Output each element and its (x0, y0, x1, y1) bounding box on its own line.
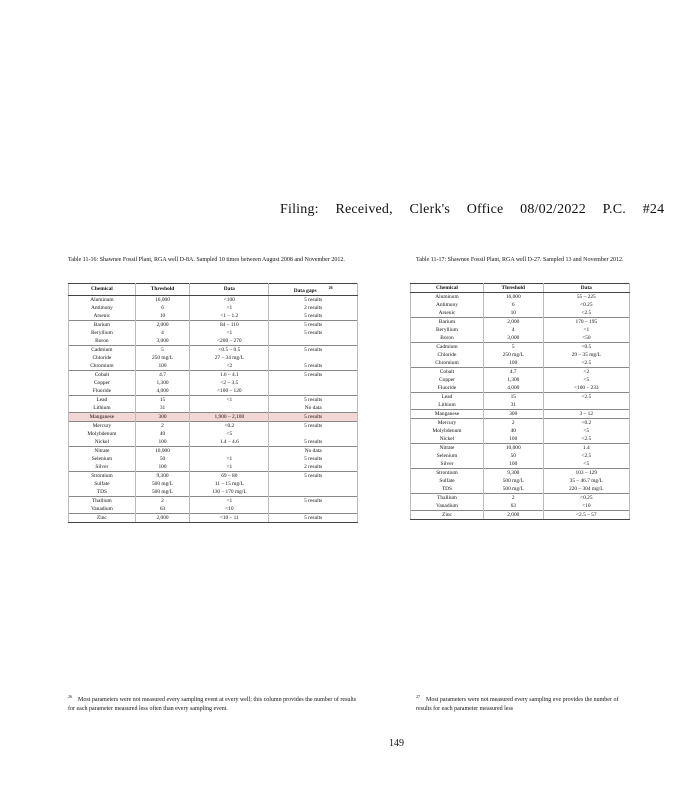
table-cell (269, 337, 358, 346)
table-cell: 5 results (269, 312, 358, 321)
table-cell: 500 mg/L (135, 488, 190, 497)
table-cell: 500 mg/L (135, 480, 190, 488)
header-part: Office (466, 202, 504, 217)
table-cell: 300 (483, 410, 543, 419)
table-cell: 4 (483, 326, 543, 334)
table-cell: Cadmium (69, 345, 136, 354)
table-cell (269, 387, 358, 396)
table-row (69, 513, 358, 522)
table-row (69, 412, 358, 421)
table-cell: 5 results (269, 412, 358, 421)
table-cell: <5 (190, 430, 269, 438)
table-row (411, 334, 630, 343)
table-cell: 1,300 (135, 379, 190, 387)
table-cell: 5 results (269, 438, 358, 447)
table-cell: 2,000 (135, 320, 190, 329)
table-cell: Nitrate (69, 446, 136, 455)
table-cell: 300 (135, 412, 190, 421)
table-cell: <2 (190, 362, 269, 371)
table-cell: Lead (411, 393, 484, 402)
table-cell: Cadmium (411, 343, 484, 352)
table-row (69, 304, 358, 312)
table-cell: Thallium (69, 496, 136, 505)
table-cell: 63 (483, 502, 543, 511)
table-cell: <0.2 (543, 419, 629, 428)
column-header: Data (543, 284, 629, 293)
table-cell: 1.4 (543, 444, 629, 453)
table-cell: Strontium (411, 469, 484, 478)
page-number: 149 (389, 738, 404, 749)
table-row (69, 446, 358, 455)
table-cell: Vanadium (69, 505, 136, 514)
table-cell: Zinc (69, 513, 136, 522)
table-row (69, 395, 358, 404)
table-cell: <10 (190, 505, 269, 514)
table-row (411, 318, 630, 327)
table-cell: 250 mg/L (483, 351, 543, 359)
table-cell: Barium (69, 320, 136, 329)
table-cell: 2,000 (483, 511, 543, 520)
footnote-right (416, 692, 626, 714)
table-row (411, 309, 630, 318)
table-cell: Nitrate (411, 444, 484, 453)
table-cell: Copper (69, 379, 136, 387)
table-cell: No data (269, 446, 358, 455)
table-row (411, 427, 630, 435)
table-row (411, 419, 630, 428)
table-row (69, 379, 358, 387)
table-cell: 2 (135, 421, 190, 430)
table-caption-left: Table 11-16: Shawnee Fossil Plant, RGA well D-8A. Sampled 10 times between August 2008 and November 2012. (68, 257, 345, 263)
table-cell: 5 (483, 343, 543, 352)
table-cell: 31 (135, 404, 190, 413)
table-cell: 10 (483, 309, 543, 318)
table-cell: Silver (69, 463, 136, 472)
table-cell: <1 (190, 496, 269, 505)
table-cell: 29 – 35 mg/L (543, 351, 629, 359)
table-row (69, 455, 358, 463)
table-cell (269, 480, 358, 488)
column-header: Data (190, 284, 269, 296)
table-cell: 4.7 (135, 370, 190, 379)
table-row (69, 438, 358, 447)
table-cell: 4,000 (135, 387, 190, 396)
table-cell: 103 – 129 (543, 469, 629, 478)
table-cell (269, 488, 358, 497)
table-cell (190, 446, 269, 455)
table-row (69, 362, 358, 371)
table-cell: 40 (483, 427, 543, 435)
table-cell: 15 (135, 395, 190, 404)
table-cell: <1 (190, 455, 269, 463)
table-cell (543, 401, 629, 410)
table-cell: <2.5 (543, 452, 629, 460)
table-cell: Chromium (411, 359, 484, 368)
table-cell: Mercury (69, 421, 136, 430)
table-cell: 40 (135, 430, 190, 438)
table-row (69, 312, 358, 321)
table-cell: 5 results (269, 455, 358, 463)
table-cell: 1,300 (483, 376, 543, 384)
table-row (69, 329, 358, 337)
table-cell: 5 results (269, 370, 358, 379)
table-cell: Thallium (411, 494, 484, 503)
table-cell: <100 – 120 (190, 387, 269, 396)
table-cell: 1.6 – 4.1 (190, 370, 269, 379)
table-cell: Sulfate (411, 477, 484, 485)
table-row (411, 368, 630, 377)
table-cell: TDS (411, 485, 484, 494)
table-cell: 55 – 225 (543, 293, 629, 302)
table-row (411, 460, 630, 469)
column-header: Threshold (483, 284, 543, 293)
table-header-row (69, 284, 358, 296)
table-cell: 5 (135, 345, 190, 354)
table-cell: Mercury (411, 419, 484, 428)
table-row (69, 345, 358, 354)
table-cell: Molybdenum (411, 427, 484, 435)
table-cell: <1 (543, 326, 629, 334)
table-cell: <1 (190, 395, 269, 404)
table-cell: 4,000 (483, 384, 543, 393)
table-row (411, 343, 630, 352)
table-cell: 16,000 (483, 293, 543, 302)
table-cell: <10 – 11 (190, 513, 269, 522)
table-cell: <200 – 270 (190, 337, 269, 346)
table-row (69, 370, 358, 379)
table-row (411, 410, 630, 419)
data-table-left (68, 283, 358, 523)
table-cell: <0.25 (543, 494, 629, 503)
footnote-text: Most parameters were not measured every sampling eve provides the number of results for each parameter measured less (416, 697, 619, 712)
table-cell: <2 – 3.5 (190, 379, 269, 387)
table-cell: 2,000 (483, 318, 543, 327)
table-cell: 10 (135, 312, 190, 321)
column-header: Chemical (69, 284, 136, 296)
table-cell: Fluoride (69, 387, 136, 396)
table-row (69, 354, 358, 362)
header-part: Received, (335, 202, 393, 217)
table-cell: <1 (190, 304, 269, 312)
table-cell: Cobalt (69, 370, 136, 379)
table-cell: Lithium (411, 401, 484, 410)
table-cell: <0.2 (190, 421, 269, 430)
table-cell: 2 (483, 494, 543, 503)
table-cell: Aluminum (69, 295, 136, 304)
table-row (411, 435, 630, 444)
table-cell: Boron (69, 337, 136, 346)
table-row (411, 502, 630, 511)
table-cell: 9,300 (483, 469, 543, 478)
table-cell: 6 (483, 301, 543, 309)
header-part: #24 (642, 202, 665, 217)
table-cell: 100 (483, 435, 543, 444)
table-cell: 2 (483, 419, 543, 428)
table-cell: Copper (411, 376, 484, 384)
table-cell: Aluminum (411, 293, 484, 302)
table-cell: 3 – 12 (543, 410, 629, 419)
table-cell: Selenium (69, 455, 136, 463)
table-cell (269, 430, 358, 438)
table-cell: 84 – 110 (190, 320, 269, 329)
table-cell: <0.25 (543, 301, 629, 309)
table-row (411, 401, 630, 410)
table-row (69, 463, 358, 472)
table-row (411, 326, 630, 334)
table-cell: 220 – 304 mg/L (543, 485, 629, 494)
table-cell: 69 – 80 (190, 471, 269, 480)
table-cell (269, 505, 358, 514)
table-cell: 2 results (269, 463, 358, 472)
table-cell: 5 results (269, 513, 358, 522)
table-cell: 1,900 – 2,100 (190, 412, 269, 421)
table-cell: Vanadium (411, 502, 484, 511)
table-cell: 10,000 (483, 444, 543, 453)
table-cell: Nickel (69, 438, 136, 447)
table-cell: 50 (483, 452, 543, 460)
table-row (69, 337, 358, 346)
table-row (69, 480, 358, 488)
table-cell: <2.5 – 57 (543, 511, 629, 520)
table-cell: 5 results (269, 421, 358, 430)
table-cell: Molybdenum (69, 430, 136, 438)
table-row (411, 293, 630, 302)
table-cell: 100 (483, 359, 543, 368)
table-row (411, 477, 630, 485)
table-cell: Lead (69, 395, 136, 404)
table-cell: 100 (135, 463, 190, 472)
table-cell: 1.4 – 4.6 (190, 438, 269, 447)
table-row (411, 301, 630, 309)
header-part: P.C. (602, 202, 626, 217)
table-row (69, 488, 358, 497)
table-cell: Strontium (69, 471, 136, 480)
table-row (411, 351, 630, 359)
column-header: Threshold (135, 284, 190, 296)
table-cell: 3,000 (135, 337, 190, 346)
footnote-number: 27 (416, 694, 420, 699)
table-cell: 2 results (269, 304, 358, 312)
table-cell: 3,000 (483, 334, 543, 343)
table-cell: <2.5 (543, 309, 629, 318)
table-cell: 4 (135, 329, 190, 337)
table-cell: 63 (135, 505, 190, 514)
table-cell: <0.5 (543, 343, 629, 352)
table-row (411, 384, 630, 393)
table-cell: Chloride (69, 354, 136, 362)
table-cell: <100 – 233 (543, 384, 629, 393)
table-cell: <2.5 (543, 359, 629, 368)
table-cell: Nickel (411, 435, 484, 444)
table-cell: <10 (543, 502, 629, 511)
table-cell (190, 404, 269, 413)
table-row (69, 320, 358, 329)
table-cell: Selenium (411, 452, 484, 460)
table-cell: 11 – 15 mg/L (190, 480, 269, 488)
table-cell: 500 mg/L (483, 485, 543, 494)
table-cell: <1 (190, 329, 269, 337)
table-cell: Cobalt (411, 368, 484, 377)
table-row (411, 485, 630, 494)
table-row (411, 511, 630, 520)
table-cell: 5 results (269, 471, 358, 480)
table-cell: 16,000 (135, 295, 190, 304)
table-cell: Antimony (69, 304, 136, 312)
table-cell: Fluoride (411, 384, 484, 393)
table-row (411, 376, 630, 384)
table-cell: <2.5 (543, 435, 629, 444)
table-cell: Beryllium (411, 326, 484, 334)
header-part: Filing: (280, 202, 319, 217)
table-cell (269, 379, 358, 387)
table-cell: Silver (411, 460, 484, 469)
table-cell: Manganese (411, 410, 484, 419)
table-cell: 10,000 (135, 446, 190, 455)
table-cell: 9,300 (135, 471, 190, 480)
header-part: Clerk's (409, 202, 451, 217)
table-cell: Boron (411, 334, 484, 343)
table-row (411, 469, 630, 478)
table-cell: 2 (135, 496, 190, 505)
table-cell (269, 354, 358, 362)
table-header-row (411, 284, 630, 293)
table-cell: 5 results (269, 329, 358, 337)
footnote-number: 26 (68, 694, 72, 699)
table-cell: 5 results (269, 362, 358, 371)
table-cell: <5 (543, 427, 629, 435)
column-header (269, 284, 358, 296)
table-row (411, 393, 630, 402)
table-cell: Arsenic (411, 309, 484, 318)
table-cell: Manganese (69, 412, 136, 421)
table-cell: Barium (411, 318, 484, 327)
table-row (69, 471, 358, 480)
table-cell: 170 – 195 (543, 318, 629, 327)
table-cell: 2,000 (135, 513, 190, 522)
footnote-marker: 26 (328, 285, 333, 290)
table-cell: <5 (543, 376, 629, 384)
table-row (69, 430, 358, 438)
table-cell: <50 (543, 334, 629, 343)
table-cell: 5 results (269, 320, 358, 329)
table-cell: 5 results (269, 395, 358, 404)
table-row (69, 421, 358, 430)
table-row (411, 444, 630, 453)
table-row (69, 404, 358, 413)
column-header-label: Data gaps (293, 287, 317, 294)
table-row (411, 452, 630, 460)
table-cell: <2.5 (543, 393, 629, 402)
footnote-left (68, 692, 358, 714)
table-cell: 50 (135, 455, 190, 463)
table-cell: Beryllium (69, 329, 136, 337)
table-cell: 27 – 34 mg/L (190, 354, 269, 362)
table-row (69, 387, 358, 396)
table-row (411, 359, 630, 368)
table-cell: 35 – 46.7 mg/L (543, 477, 629, 485)
table-cell: <100 (190, 295, 269, 304)
table-cell: <2 (543, 368, 629, 377)
table-cell: 5 results (269, 345, 358, 354)
table-cell: Lithium (69, 404, 136, 413)
table-cell: 100 (135, 362, 190, 371)
table-cell: <5 (543, 460, 629, 469)
table-cell: 250 mg/L (135, 354, 190, 362)
table-row (69, 496, 358, 505)
table-row (411, 494, 630, 503)
table-row (69, 295, 358, 304)
table-cell: 31 (483, 401, 543, 410)
table-cell: Chromium (69, 362, 136, 371)
table-cell: Arsenic (69, 312, 136, 321)
filing-header (280, 202, 665, 218)
table-cell: <1 – 1.2 (190, 312, 269, 321)
footnote-text: Most parameters were not measured every sampling event at every well; this column provides the number of results for each parameter measured less often than every sampling event. (68, 697, 357, 712)
table-cell: 6 (135, 304, 190, 312)
table-row (69, 505, 358, 514)
table-cell: Chloride (411, 351, 484, 359)
table-cell: Sulfate (69, 480, 136, 488)
table-cell: 500 mg/L (483, 477, 543, 485)
table-cell: 130 – 170 mg/L (190, 488, 269, 497)
table-cell: Zinc (411, 511, 484, 520)
table-cell: 100 (135, 438, 190, 447)
table-cell: <1 (190, 463, 269, 472)
table-cell: No data (269, 404, 358, 413)
table-cell: 5 results (269, 295, 358, 304)
table-cell: 5 results (269, 496, 358, 505)
table-cell: Antimony (411, 301, 484, 309)
header-part: 08/02/2022 (520, 202, 586, 217)
table-caption-right: Table 11-17: Shawnee Fossil Plant, RGA well D-27. Sampled 13 and November 2012. (416, 257, 624, 263)
table-cell: <0.5 – 0.5 (190, 345, 269, 354)
table-cell: TDS (69, 488, 136, 497)
table-cell: 4.7 (483, 368, 543, 377)
table-cell: 15 (483, 393, 543, 402)
column-header: Chemical (411, 284, 484, 293)
table-cell: 100 (483, 460, 543, 469)
data-table-right (410, 283, 630, 520)
